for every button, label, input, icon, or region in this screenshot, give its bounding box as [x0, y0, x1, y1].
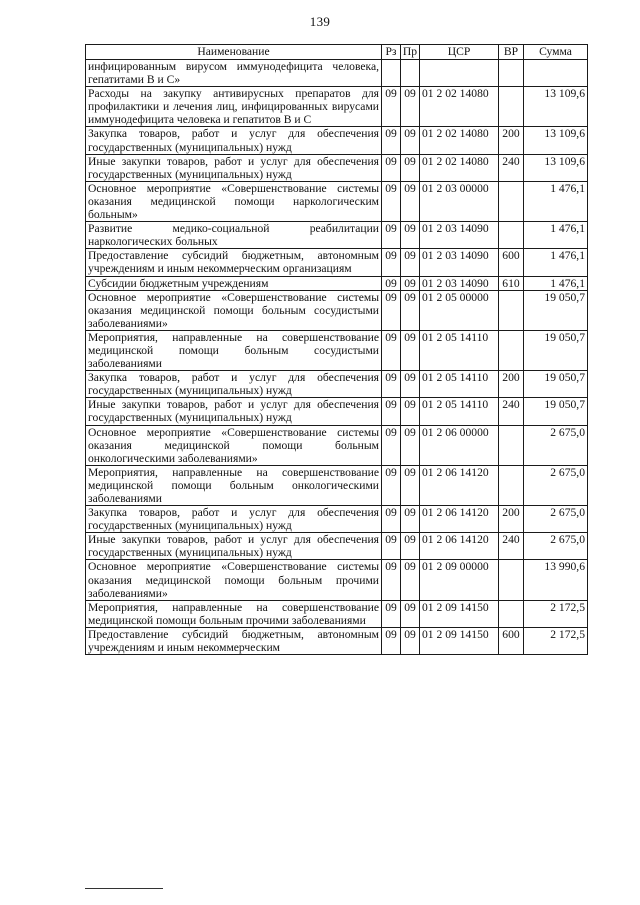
cell-csr: 01 2 06 14120	[420, 465, 499, 505]
cell-vr: 200	[499, 127, 524, 154]
table-row	[86, 127, 588, 154]
cell-rz: 09	[382, 330, 401, 370]
header-rz: Рз	[382, 45, 401, 60]
cell-csr: 01 2 02 14080	[420, 127, 499, 154]
cell-pr: 09	[401, 600, 420, 627]
cell-vr: 610	[499, 276, 524, 290]
cell-csr: 01 2 05 14110	[420, 330, 499, 370]
header-sum: Сумма	[524, 45, 588, 60]
cell-sum: 2 675,0	[524, 533, 588, 560]
cell-rz: 09	[382, 290, 401, 330]
cell-name: Предоставление субсидий бюджетным, автономным учреждениям и иным некоммерческим	[86, 627, 382, 654]
table-row	[86, 154, 588, 181]
cell-rz	[382, 60, 401, 87]
table-row	[86, 87, 588, 127]
table-row	[86, 465, 588, 505]
cell-csr: 01 2 05 00000	[420, 290, 499, 330]
cell-rz: 09	[382, 465, 401, 505]
cell-rz: 09	[382, 276, 401, 290]
cell-vr: 200	[499, 506, 524, 533]
cell-vr: 600	[499, 627, 524, 654]
cell-rz: 09	[382, 181, 401, 221]
cell-csr: 01 2 09 14150	[420, 627, 499, 654]
cell-rz: 09	[382, 600, 401, 627]
cell-pr: 09	[401, 398, 420, 425]
cell-rz: 09	[382, 222, 401, 249]
table-row	[86, 533, 588, 560]
cell-sum: 13 109,6	[524, 87, 588, 127]
cell-csr: 01 2 05 14110	[420, 398, 499, 425]
cell-sum: 2 172,5	[524, 600, 588, 627]
cell-pr: 09	[401, 154, 420, 181]
cell-sum: 2 675,0	[524, 506, 588, 533]
cell-csr: 01 2 05 14110	[420, 371, 499, 398]
header-pr: Пр	[401, 45, 420, 60]
table-row	[86, 276, 588, 290]
cell-name: Расходы на закупку антивирусных препаратов для профилактики и лечения лиц, инфицированных вирусами иммунодефицита человека и гепатитов В и С	[86, 87, 382, 127]
cell-sum: 13 109,6	[524, 127, 588, 154]
cell-sum: 19 050,7	[524, 330, 588, 370]
budget-table	[85, 44, 588, 655]
table-row	[86, 398, 588, 425]
cell-csr: 01 2 03 00000	[420, 181, 499, 221]
cell-vr	[499, 465, 524, 505]
cell-name: Мероприятия, направленные на совершенствование медицинской помощи больным прочими заболеваниями	[86, 600, 382, 627]
table-row	[86, 60, 588, 87]
cell-pr	[401, 60, 420, 87]
cell-name: инфицированным вирусом иммунодефицита человека, гепатитами В и С»	[86, 60, 382, 87]
cell-csr: 01 2 09 00000	[420, 560, 499, 600]
cell-rz: 09	[382, 87, 401, 127]
cell-vr	[499, 560, 524, 600]
cell-name: Основное мероприятие «Совершенствование системы оказания медицинской помощи наркологическим больным»	[86, 181, 382, 221]
page-number: 139	[309, 14, 331, 29]
cell-rz: 09	[382, 398, 401, 425]
cell-vr	[499, 425, 524, 465]
cell-vr: 240	[499, 533, 524, 560]
cell-pr: 09	[401, 425, 420, 465]
cell-rz: 09	[382, 249, 401, 276]
cell-sum: 1 476,1	[524, 222, 588, 249]
cell-rz: 09	[382, 127, 401, 154]
cell-vr	[499, 600, 524, 627]
table-row	[86, 249, 588, 276]
cell-pr: 09	[401, 181, 420, 221]
cell-pr: 09	[401, 87, 420, 127]
header-vr: ВР	[499, 45, 524, 60]
cell-name: Закупка товаров, работ и услуг для обеспечения государственных (муниципальных) нужд	[86, 127, 382, 154]
cell-rz: 09	[382, 154, 401, 181]
cell-pr: 09	[401, 222, 420, 249]
cell-sum: 1 476,1	[524, 249, 588, 276]
cell-sum: 13 109,6	[524, 154, 588, 181]
cell-name: Основное мероприятие «Совершенствование системы оказания медицинской помощи больным онкологическими заболеваниями»	[86, 425, 382, 465]
cell-rz: 09	[382, 425, 401, 465]
header-name: Наименование	[86, 45, 382, 60]
table-row	[86, 600, 588, 627]
cell-pr: 09	[401, 627, 420, 654]
cell-sum: 2 675,0	[524, 425, 588, 465]
cell-vr	[499, 87, 524, 127]
cell-csr: 01 2 06 14120	[420, 506, 499, 533]
cell-name: Мероприятия, направленные на совершенствование медицинской помощи больным онкологическими заболеваниями	[86, 465, 382, 505]
cell-name: Закупка товаров, работ и услуг для обеспечения государственных (муниципальных) нужд	[86, 371, 382, 398]
cell-rz: 09	[382, 371, 401, 398]
cell-csr: 01 2 02 14080	[420, 154, 499, 181]
cell-sum: 19 050,7	[524, 398, 588, 425]
cell-csr: 01 2 06 00000	[420, 425, 499, 465]
table-row	[86, 560, 588, 600]
cell-pr: 09	[401, 506, 420, 533]
cell-rz: 09	[382, 560, 401, 600]
cell-sum: 2 675,0	[524, 465, 588, 505]
cell-rz: 09	[382, 533, 401, 560]
cell-sum: 1 476,1	[524, 181, 588, 221]
cell-vr: 240	[499, 398, 524, 425]
cell-pr: 09	[401, 465, 420, 505]
cell-vr	[499, 222, 524, 249]
cell-vr	[499, 290, 524, 330]
cell-pr: 09	[401, 276, 420, 290]
cell-name: Иные закупки товаров, работ и услуг для обеспечения государственных (муниципальных) нужд	[86, 398, 382, 425]
header-csr: ЦСР	[420, 45, 499, 60]
cell-vr	[499, 330, 524, 370]
cell-csr: 01 2 09 14150	[420, 600, 499, 627]
table-row	[86, 627, 588, 654]
cell-sum: 13 990,6	[524, 560, 588, 600]
cell-vr: 200	[499, 371, 524, 398]
cell-name: Мероприятия, направленные на совершенствование медицинской помощи больным сосудистыми заболеваниями	[86, 330, 382, 370]
cell-sum	[524, 60, 588, 87]
table-header-row	[86, 45, 588, 60]
cell-pr: 09	[401, 127, 420, 154]
cell-csr	[420, 60, 499, 87]
table-row	[86, 290, 588, 330]
table-row	[86, 330, 588, 370]
cell-name: Субсидии бюджетным учреждениям	[86, 276, 382, 290]
cell-rz: 09	[382, 627, 401, 654]
cell-vr	[499, 60, 524, 87]
footnote-divider	[85, 888, 163, 889]
cell-pr: 09	[401, 533, 420, 560]
cell-csr: 01 2 06 14120	[420, 533, 499, 560]
cell-pr: 09	[401, 290, 420, 330]
table-row	[86, 506, 588, 533]
cell-pr: 09	[401, 249, 420, 276]
cell-csr: 01 2 03 14090	[420, 276, 499, 290]
cell-name: Иные закупки товаров, работ и услуг для обеспечения государственных (муниципальных) нужд	[86, 533, 382, 560]
table-body	[86, 60, 588, 655]
cell-csr: 01 2 03 14090	[420, 249, 499, 276]
cell-name: Закупка товаров, работ и услуг для обеспечения государственных (муниципальных) нужд	[86, 506, 382, 533]
cell-name: Основное мероприятие «Совершенствование системы оказания медицинской помощи больным сосудистыми заболеваниями»	[86, 290, 382, 330]
cell-pr: 09	[401, 371, 420, 398]
cell-pr: 09	[401, 330, 420, 370]
cell-sum: 2 172,5	[524, 627, 588, 654]
cell-vr: 600	[499, 249, 524, 276]
cell-sum: 19 050,7	[524, 371, 588, 398]
cell-rz: 09	[382, 506, 401, 533]
table-row	[86, 371, 588, 398]
cell-sum: 19 050,7	[524, 290, 588, 330]
cell-vr: 240	[499, 154, 524, 181]
cell-name: Предоставление субсидий бюджетным, автономным учреждениям и иным некоммерческим организациям	[86, 249, 382, 276]
cell-csr: 01 2 02 14080	[420, 87, 499, 127]
table-row	[86, 222, 588, 249]
table-row	[86, 181, 588, 221]
cell-csr: 01 2 03 14090	[420, 222, 499, 249]
cell-name: Основное мероприятие «Совершенствование системы оказания медицинской помощи больным прочими заболеваниями»	[86, 560, 382, 600]
cell-pr: 09	[401, 560, 420, 600]
cell-vr	[499, 181, 524, 221]
table-row	[86, 425, 588, 465]
cell-name: Развитие медико-социальной реабилитации наркологических больных	[86, 222, 382, 249]
cell-name: Иные закупки товаров, работ и услуг для обеспечения государственных (муниципальных) нужд	[86, 154, 382, 181]
cell-sum: 1 476,1	[524, 276, 588, 290]
